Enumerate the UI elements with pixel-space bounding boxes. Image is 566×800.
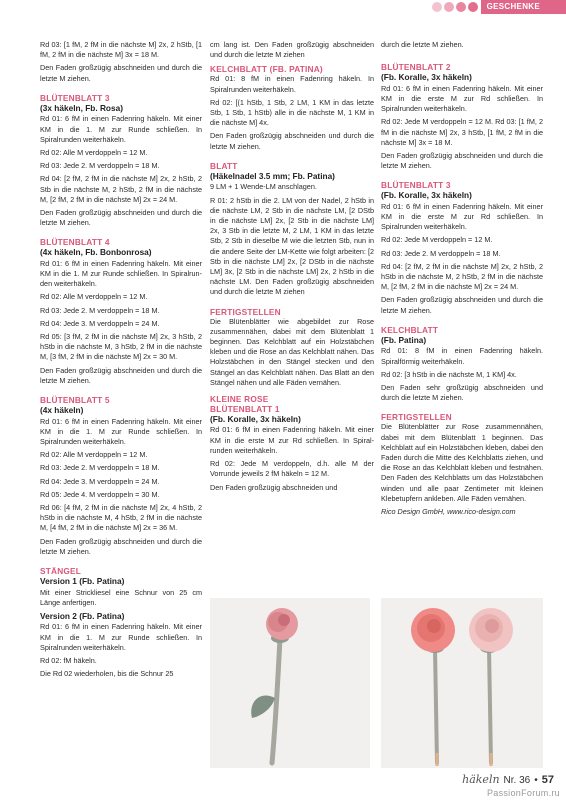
decor-dot-icon <box>456 2 466 12</box>
text-row: Rd 04: Jede 3. M verdoppeln = 24 M. <box>40 476 160 486</box>
text-row: Rd 04: [2 fM, 2 fM in die nächste M] 2x, 2 hStb, 2 hStb in die nächste M, 2 hStb, 2 fM in die nächste M, [2 fM, 2 fM in die nächste M] 2x = 24 M. <box>381 261 543 292</box>
text-row: Rd 03: [1 fM, 2 fM in die nächste M] 2x, 2 hStb, [1 fM, 2 fM in die nächste M] 3x = 18 M. <box>40 40 202 60</box>
section-subheading: Version 1 (Fb. Patina) <box>40 576 125 587</box>
page-number: 57 <box>541 774 554 786</box>
text-row: Den Faden großzügig abschneiden und durch die letzte M ziehen. <box>40 63 202 83</box>
rose-photo-single <box>210 598 370 768</box>
text-row: Mit einer Strickliesel eine Schnur von 25 cm Länge anfertigen. <box>40 587 202 607</box>
text-row: Rd 04: Jede 3. M verdoppeln = 24 M. <box>40 318 160 328</box>
text-row: Den Faden großzügig abschneiden und durch die letzte M ziehen. <box>40 207 202 228</box>
rose-photo-pair <box>381 598 543 768</box>
issue-number: Nr. 36 <box>503 775 531 786</box>
text-row: Rd 03: Jede 2. M verdoppeln = 18 M. <box>40 463 160 473</box>
section-tag: GESCHENKE <box>481 0 566 14</box>
section-subheading: (Fb. Koralle, 3x häkeln) <box>210 413 301 424</box>
text-row: Rd 02: [(1 hStb, 1 Stb, 2 LM, 1 KM in das letzte Stb, 1 Stb, 1 hStb) alle in die nächste M, 1 KM in die nächste M] 4x. <box>210 97 374 128</box>
section-subheading: (Fb. Koralle, 3x häkeln) <box>381 72 472 83</box>
section-heading: KLEINE ROSE <box>210 393 269 404</box>
text-row: Den Faden sehr großzügig abschneiden und durch die letzte M ziehen. <box>381 382 543 403</box>
decor-dot-icon <box>468 2 478 12</box>
text-row: Rd 05: Jede 4. M verdoppeln = 30 M. <box>40 489 160 499</box>
text-row: Rd 02: Alle M verdoppeln = 12 M. <box>40 147 148 157</box>
crochet-roses-illustration <box>381 598 543 768</box>
section-heading: BLATT <box>210 160 238 171</box>
text-row: Rd 01: 6 fM in einen Fadenring häkeln. Mit einer KM in die 1. M zur Runde schließen. In Spiralrunden weiterhäkeln. <box>40 622 202 652</box>
text-row: Rd 02: Jede M verdoppeln, d.h. alle M der Vorrunde jeweils 2 fM häkeln = 12 M. <box>210 459 374 479</box>
text-row: cm lang ist. Den Faden großzügig abschneiden und durch die letzte M ziehen <box>210 40 374 60</box>
section-heading: FERTIGSTELLEN <box>210 306 281 317</box>
text-row: Rd 01: 6 fM in einen Fadenring häkeln. Mit einer KM in die 1. M zur Runde schließen. In Spiralrun-den weiterhäkeln. <box>40 258 202 289</box>
magazine-brand: häkeln <box>462 773 500 786</box>
section-subheading: (Fb. Patina) <box>381 334 427 345</box>
footer-bullet: • <box>534 775 538 786</box>
text-row: Rd 06: [4 fM, 2 fM in die nächste M] 2x, 4 hStb, 2 hStb in die nächste M, 4 hStb, 2 fM in die nächste M, [4 fM, 2 fM in die nächste M] 2x = 36 M. <box>40 503 202 533</box>
section-heading: KELCHBLATT (FB. PATINA) <box>210 64 323 75</box>
watermark: PassionForum.ru <box>486 788 560 798</box>
column-1 <box>40 40 202 682</box>
text-row: 9 LM + 1 Wende-LM anschlagen. <box>210 182 317 192</box>
text-row: Den Faden großzügig abschneiden und durch die letzte M ziehen. <box>40 365 202 385</box>
text-row: Rd 02: Jede M verdoppeln = 12 M. <box>381 235 493 245</box>
text-row: Rd 02: fM häkeln. <box>40 656 97 666</box>
section-heading: BLÜTENBLATT 2 <box>381 62 451 73</box>
section-heading: BLÜTENBLATT 3 <box>381 180 451 191</box>
text-row: Die Rd 02 wiederholen, bis die Schnur 25 <box>40 669 174 679</box>
credit-line: Rico Design GmbH, www.rico-design.com <box>381 507 516 516</box>
text-row: Rd 02: Alle M verdoppeln = 12 M. <box>40 450 148 460</box>
text-row: Rd 01: 8 fM in einen Fadenring häkeln. Spiralförmig weiterhäkeln. <box>381 346 543 366</box>
text-row: durch die letzte M ziehen. <box>381 40 464 49</box>
section-heading: STÄNGEL <box>40 566 82 577</box>
text-row: Rd 04: [2 fM, 2 fM in die nächste M] 2x, 2 hStb, 2 Stb in die nächste M, 2 hStb, 2 fM in die nächste M, [2 fM, 2 fM in die nächste M] 2x = 24 M. <box>40 174 202 204</box>
text-row: Rd 01: 6 fM in einen Fadenring häkeln. Mit einer KM in die 1. M zur Runde schließen. In Spiralrunden weiterhäkeln. <box>40 114 202 144</box>
section-subheading: Version 2 (Fb. Patina) <box>40 610 125 621</box>
section-heading: BLÜTENBLATT 5 <box>40 395 110 406</box>
text-row: Rd 01: 6 fM in einen Fadenring häkeln. Mit einer KM in die erste M zur Rd schließen. In Spiralrunden weiterhäkeln. <box>381 201 543 232</box>
column-3 <box>381 40 543 520</box>
section-heading: BLÜTENBLATT 4 <box>40 237 110 248</box>
text-row: Rd 02: Jede M verdoppeln = 12 M. Rd 03: [1 fM, 2 fM in die nächste M] 2x, 3 hStb, [1 fM, 2 fM in die nächste M] 3x = 18 M. <box>381 117 543 147</box>
text-row: Rd 02: Alle M verdoppeln = 12 M. <box>40 292 148 302</box>
crochet-rose-illustration <box>210 598 370 768</box>
text-row: Den Faden großzügig abschneiden und durch die letzte M ziehen. <box>40 536 202 556</box>
text-row: Rd 03: Jede 2. M verdoppeln = 18 M. <box>381 248 501 258</box>
text-row: Rd 01: 8 fM in einen Fadenring häkeln. In Spiralrunden weiterhäkeln. <box>210 74 374 94</box>
text-row: Rd 01: 6 fM in einen Fadenring häkeln. Mit einer KM in die erste M zur Rd schließen. In Spiralrunden weiterhäkeln. <box>381 83 543 114</box>
section-subheading: (4x häkeln, Fb. Bonbonrosa) <box>40 247 152 258</box>
text-row: Die Blütenblätter zur Rose zusammennähen, dabei mit dem Blütenblatt 1 beginnen. Das Kelchblatt auf ein Holzstäbchen kleben, dabei den Faden durch die Mitte des Kelchblatts ziehen, und die Rose an das Kelchblatt kleben und festnähen. Den Faden des Kelchblatts um das Holzstäbchen winden und alle paar Zentimeter mit kleinen Klebetupfern ankleben. Alle Fäden vernähen. <box>381 422 543 503</box>
section-subheading: (Fb. Koralle, 3x häkeln) <box>381 190 472 201</box>
intro-rows <box>40 40 202 84</box>
column-2 <box>210 40 374 496</box>
decor-dot-icon <box>432 2 442 12</box>
text-row: Rd 01: 6 fM in einen Fadenring häkeln. Mit einer KM in die erste M zur Rd schließen. In Spiral-runden weiterhäkeln. <box>210 425 374 455</box>
text-row: Rd 03: Jede 2. M verdoppeln = 18 M. <box>40 161 160 171</box>
section-header-bar <box>430 0 566 13</box>
text-row: Rd 01: 6 fM in einen Fadenring häkeln. Mit einer KM in die 1. M zur Runde schließen. In Spiralrunden weiterhäkeln. <box>40 416 202 446</box>
text-row: Rd 03: Jede 2. M verdoppeln = 18 M. <box>40 305 160 315</box>
text-row: Den Faden großzügig abschneiden und durch die letzte M ziehen. <box>210 131 374 151</box>
section-heading: BLÜTENBLATT 1 <box>210 403 280 414</box>
section-heading: BLÜTENBLATT 3 <box>40 92 110 103</box>
text-row: Den Faden großzügig abschneiden und durch die letzte M ziehen. <box>381 150 543 171</box>
section-subheading: (3x häkeln, Fb. Rosa) <box>40 102 123 113</box>
text-row: R 01: 2 hStb in die 2. LM von der Nadel, 2 hStb in die nächste LM, 2 Stb in die nächste LM, [2 DStb in die nächste LM] 2x, [2 Stb in die nächste LM] 2x, 3 Stb in die letzte M, 2 LM, 1 KM in das letzte Stb, 2 Stb in dieselbe M wie die letzten Stb, nun in die andere Seite der LM-Kette wie folgt arbeiten: [2 Stb in die nächste LM] 2x, [2 DStb in die nächste LM] 3x, [2 Stb in die nächste LM] 2x, 2 hStb in die nächste LM. Den Faden großzügig abschneiden und durch die letzte M ziehen <box>210 195 374 297</box>
text-row: Den Faden großzügig abschneiden und <box>210 482 338 492</box>
page-footer <box>462 773 554 786</box>
section-subheading: (4x häkeln) <box>40 405 84 416</box>
text-row: Die Blütenblätter wie abgebildet zur Rose zusammennähen, dabei mit dem Blütenblatt 1 beginnen. Das Kelchblatt auf ein Holzstäbchen kleben und die Rose an das Kelchblatt nähen. Das Holzstäbchen in den Stängel stecken und den Stängel an das Kelchblatt nähen. Das Blatt an den Stängel nähen und alle Fäden vernähen. <box>210 316 374 387</box>
section-heading: KELCHBLATT <box>381 324 439 335</box>
decor-dot-icon <box>444 2 454 12</box>
text-row: Den Faden großzügig abschneiden und durch die letzte M ziehen. <box>381 295 543 315</box>
section-subheading: (Häkelnadel 3.5 mm; Fb. Patina) <box>210 170 335 181</box>
section-heading: FERTIGSTELLEN <box>381 412 452 423</box>
text-row: Rd 05: [3 fM, 2 fM in die nächste M] 2x, 3 hStb, 2 hStb in die nächste M, 3 hStb, 2 fM in die nächste M, [3 fM, 2 fM in die nächste M] 2x = 30 M. <box>40 332 202 362</box>
text-row: Rd 02: [3 hStb in die nächste M, 1 KM] 4x. <box>381 369 517 379</box>
